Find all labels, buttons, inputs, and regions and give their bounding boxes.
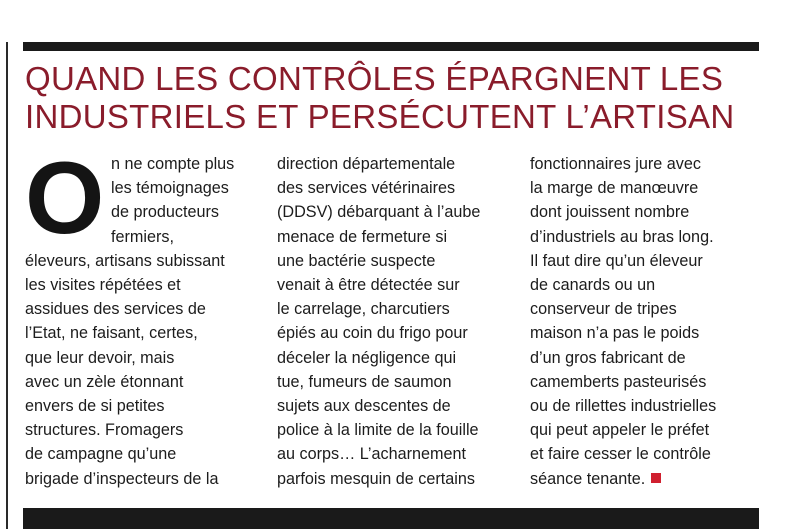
text-line: que leur devoir, mais (25, 348, 175, 367)
text-line: la marge de manœuvre (530, 179, 699, 198)
text-column-3 (530, 152, 762, 491)
text-line: dont jouissent nombre (530, 203, 690, 222)
text-line: d’un gros fabricant de (530, 348, 686, 367)
text-line: épiés au coin du frigo pour (277, 324, 468, 343)
text-line: les témoignages (111, 179, 229, 198)
text-line: une bactérie suspecte (277, 251, 436, 270)
text-line: camemberts pasteurisés (530, 372, 707, 391)
text-line: et faire cesser le contrôle (530, 445, 711, 464)
text-line: séance tenante. (530, 469, 646, 488)
text-line: au corps… L’acharnement (277, 445, 466, 464)
text-line: fonctionnaires jure avec (530, 155, 701, 173)
text-line: éleveurs, artisans subissant (25, 251, 225, 270)
text-line: qui peut appeler le préfet (530, 421, 710, 440)
text-line: conserveur de tripes (530, 300, 677, 319)
text-line: brigade d’inspecteurs de la (25, 469, 219, 488)
text-line: des services vétérinaires (277, 179, 456, 198)
text-line-last (530, 467, 762, 491)
left-column-rule (6, 42, 8, 529)
end-of-article-square-icon (651, 473, 661, 483)
text-line: menace de fermeture si (277, 227, 448, 246)
text-line: l’Etat, ne faisant, certes, (25, 324, 198, 343)
drop-cap: O (25, 141, 103, 255)
text-line: tue, fumeurs de saumon (277, 372, 452, 391)
top-rule (23, 42, 759, 51)
headline-line: QUAND LES CONTRÔLES ÉPARGNENT LES (25, 60, 724, 97)
text-line: Il faut dire qu’un éleveur (530, 251, 703, 270)
text-line: envers de si petites (25, 397, 165, 416)
text-line: déceler la négligence qui (277, 348, 457, 367)
text-line: sujets aux descentes de (277, 397, 451, 416)
headline (25, 60, 760, 136)
text-line: avec un zèle étonnant (25, 372, 184, 391)
text-line: maison n’a pas le poids (530, 324, 700, 343)
text-line: parfois mesquin de certains (277, 469, 475, 488)
text-line: direction départementale (277, 155, 456, 173)
text-line: police à la limite de la fouille (277, 421, 479, 440)
text-line: le carrelage, charcutiers (277, 300, 450, 319)
text-line: ou de rillettes industrielles (530, 397, 717, 416)
bottom-rule (23, 508, 759, 529)
text-line: fermiers, (111, 227, 174, 246)
text-line: de campagne qu’une (25, 445, 177, 464)
text-line: de canards ou un (530, 276, 656, 295)
text-line: d’industriels au bras long. (530, 227, 714, 246)
headline-line: INDUSTRIELS ET PERSÉCUTENT L’ARTISAN (25, 98, 735, 135)
text-line: de producteurs (111, 203, 219, 222)
text-line: les visites répétées et (25, 276, 181, 295)
text-line: assidues des services de (25, 300, 206, 319)
text-column-1 (25, 152, 261, 491)
text-line: (DDSV) débarquant à l’aube (277, 203, 481, 222)
text-column-2 (277, 152, 515, 491)
text-line: n ne compte plus (111, 155, 235, 173)
text-line: structures. Fromagers (25, 421, 184, 440)
text-line: venait à être détectée sur (277, 276, 460, 295)
